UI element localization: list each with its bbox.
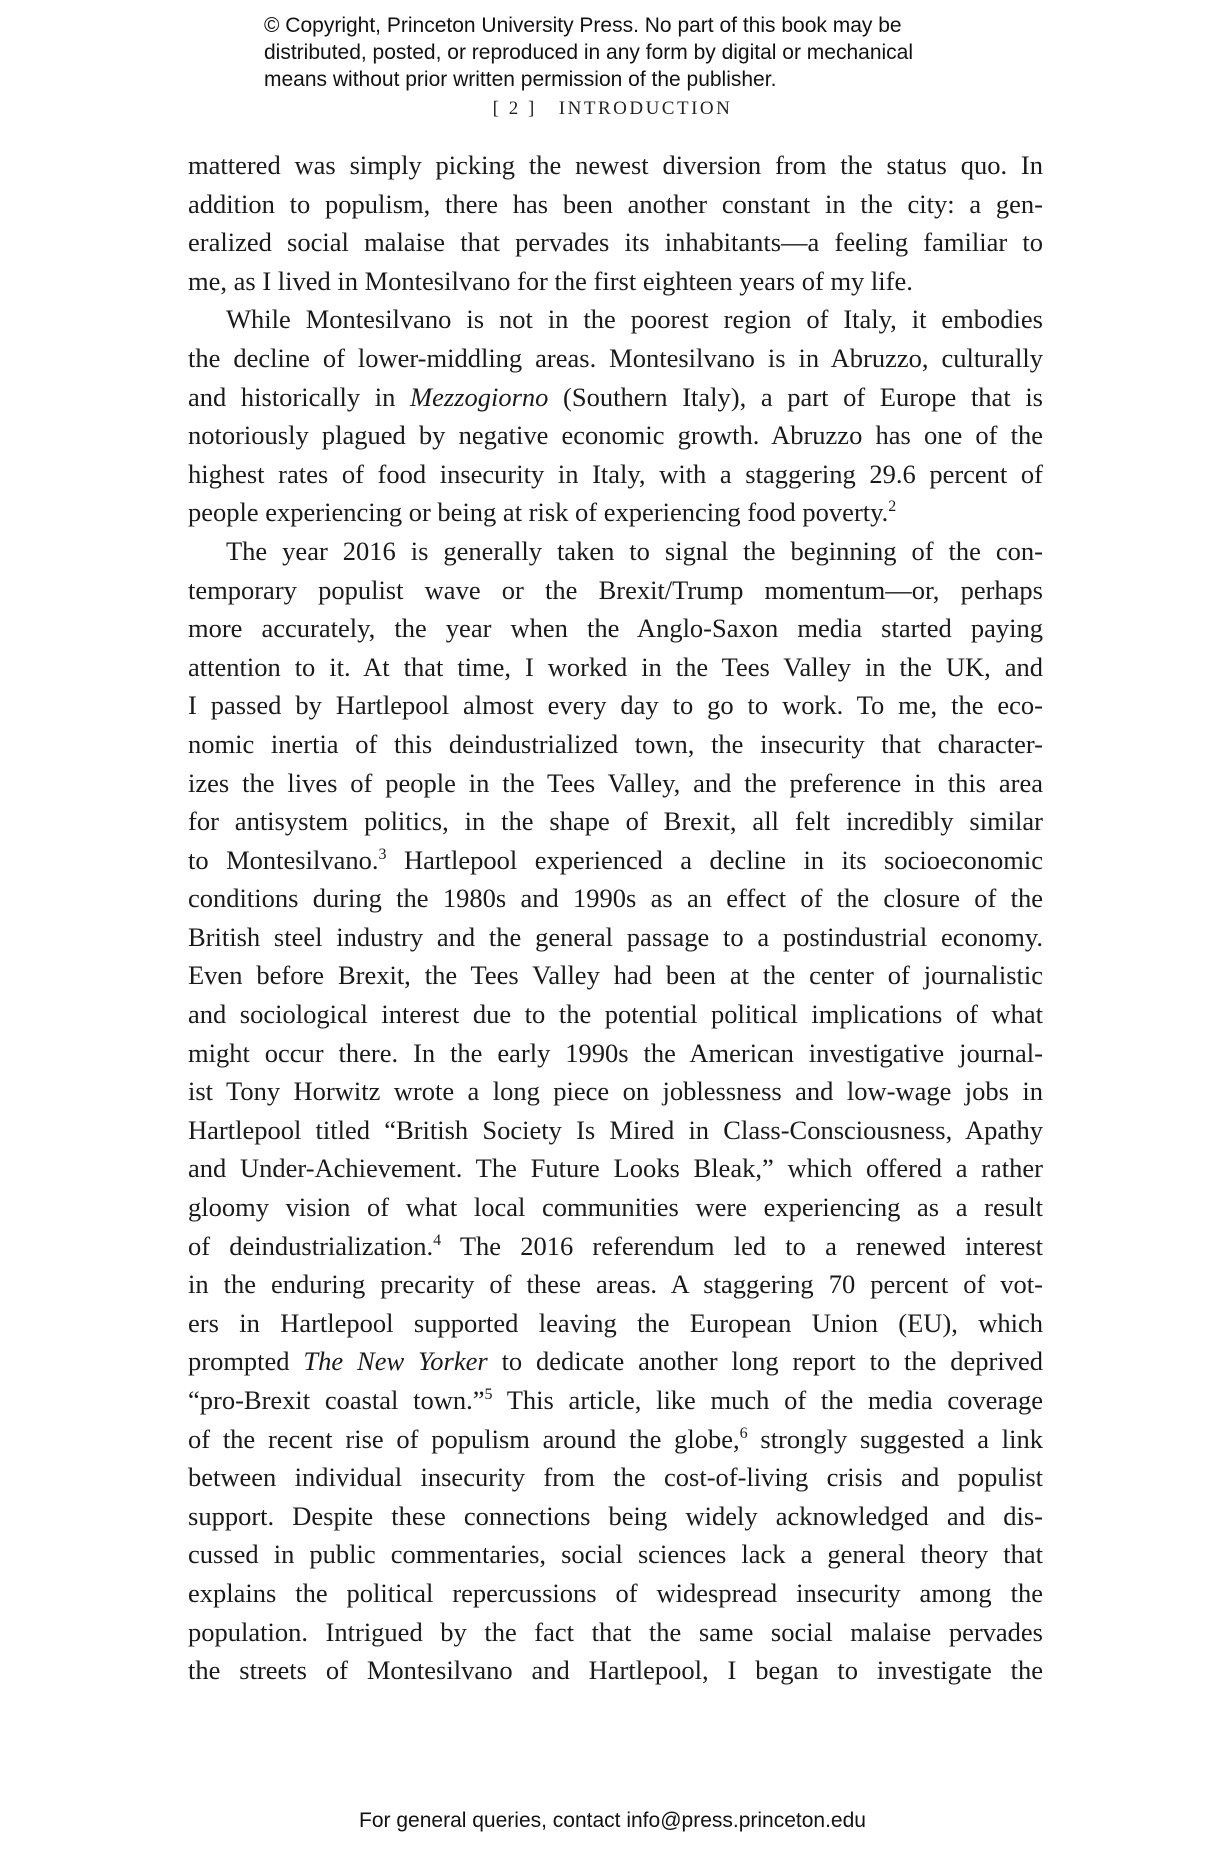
text-line: the streets of Montesilvano and Hartlepool, I began to investigate the	[188, 1655, 1043, 1686]
text-line: me, as I lived in Montesilvano for the first eighteen years of my life.	[188, 265, 913, 296]
text-line	[188, 378, 1043, 417]
text-line: ers in Hartlepool supported leaving the European Union (EU), which	[188, 1307, 1043, 1338]
page-number: [ 2 ]	[492, 98, 537, 119]
body-text	[188, 146, 1043, 1690]
text-fragment: “pro-Brexit coastal town.”	[188, 1385, 485, 1415]
text-line: British steel industry and the general passage to a postindustrial economy.	[188, 921, 1043, 952]
footer-contact: For general queries, contact info@press.princeton.edu	[359, 1809, 866, 1832]
text-line: ist Tony Horwitz wrote a long piece on joblessness and low-wage jobs in	[188, 1076, 1043, 1107]
text-line: explains the political repercussions of widespread insecurity among the	[188, 1577, 1043, 1608]
text-line: cussed in public commentaries, social sciences lack a general theory that	[188, 1539, 1043, 1570]
text-line: highest rates of food insecurity in Italy, with a staggering 29.6 percent of	[188, 458, 1043, 489]
text-line: attention to it. At that time, I worked in the Tees Valley in the UK, and	[188, 651, 1043, 682]
text-line: addition to populism, there has been another constant in the city: a gen-	[188, 188, 1043, 219]
text-line: The year 2016 is generally taken to signal the beginning of the con-	[226, 535, 1043, 566]
text-fragment: of the recent rise of populism around the globe,	[188, 1423, 740, 1454]
text-fragment: Hartlepool experienced a decline in its socioeconomic	[403, 844, 1043, 875]
text-fragment: of deindustrialization.	[188, 1230, 434, 1261]
text-fragment: prompted	[188, 1346, 290, 1377]
text-fragment: (Southern Italy), a part of Europe that is	[563, 381, 1043, 412]
text-line: I passed by Hartlepool almost every day to go to work. To me, the eco-	[188, 690, 1043, 721]
text-line: conditions during the 1980s and 1990s as an effect of the closure of the	[188, 883, 1043, 914]
text-line: Hartlepool titled “British Society Is Mired in Class-Consciousness, Apathy	[188, 1114, 1043, 1145]
text-line: eralized social malaise that pervades its inhabitants—a feeling familiar to	[188, 227, 1043, 258]
text-line: temporary populist wave or the Brexit/Trump momentum—or, perhaps	[188, 574, 1043, 605]
footnote-ref[interactable]: 5	[484, 1386, 493, 1403]
text-fragment: This article, like much of the media coverage	[506, 1385, 1044, 1415]
text-fragment: The 2016 referendum led to a renewed interest	[459, 1230, 1043, 1261]
text-line: nomic inertia of this deindustrialized town, the insecurity that character-	[188, 728, 1043, 759]
footnote-ref[interactable]: 2	[888, 498, 897, 516]
footnote-ref[interactable]: 3	[378, 845, 387, 863]
copyright-line: distributed, posted, or reproduced in any form by digital or mechanical	[264, 41, 914, 64]
text-line: between individual insecurity from the cost-of-living crisis and populist	[188, 1462, 1043, 1493]
text-line	[188, 1381, 1043, 1420]
text-fragment: to dedicate another long report to the deprived	[501, 1346, 1043, 1377]
text-line: izes the lives of people in the Tees Valley, and the preference in this area	[188, 767, 1043, 798]
text-line: might occur there. In the early 1990s the American investigative journal-	[188, 1037, 1043, 1068]
text-line: population. Intrigued by the fact that the same social malaise pervades	[188, 1616, 1043, 1647]
text-line: gloomy vision of what local communities were experiencing as a result	[188, 1192, 1043, 1223]
text-fragment: strongly suggested a link	[760, 1423, 1043, 1454]
text-line: in the enduring precarity of these areas. A staggering 70 percent of vot-	[188, 1269, 1043, 1300]
text-line	[188, 1227, 1043, 1266]
text-line: the decline of lower-middling areas. Montesilvano is in Abruzzo, culturally	[188, 342, 1043, 373]
italic-term: The New Yorker	[303, 1346, 488, 1377]
text-line: support. Despite these connections being widely acknowledged and dis-	[188, 1500, 1043, 1531]
text-line: and Under-Achievement. The Future Looks Bleak,” which offered a rather	[188, 1153, 1043, 1184]
text-fragment: and historically in	[188, 381, 396, 412]
text-line: Even before Brexit, the Tees Valley had been at the center of journalistic	[188, 960, 1043, 991]
text-fragment: people experiencing or being at risk of experiencing food poverty.	[188, 497, 889, 528]
text-line: notoriously plagued by negative economic growth. Abruzzo has one of the	[188, 420, 1043, 451]
text-line: and sociological interest due to the potential political implications of what	[188, 999, 1043, 1030]
text-line: mattered was simply picking the newest diversion from the status quo. In	[188, 150, 1043, 180]
text-line	[188, 1420, 1043, 1459]
text-line	[188, 493, 1043, 532]
text-line	[188, 1342, 1043, 1381]
copyright-line: © Copyright, Princeton University Press. No part of this book may be	[264, 14, 902, 37]
section-title: INTRODUCTION	[558, 98, 733, 119]
text-line: While Montesilvano is not in the poorest region of Italy, it embodies	[226, 304, 1043, 335]
text-fragment: to Montesilvano.	[188, 844, 379, 875]
text-line: for antisystem politics, in the shape of Brexit, all felt incredibly similar	[188, 806, 1043, 837]
text-line: more accurately, the year when the Anglo-Saxon media started paying	[188, 613, 1043, 644]
footnote-ref[interactable]: 6	[739, 1424, 748, 1442]
footnote-ref[interactable]: 4	[433, 1231, 442, 1249]
italic-term: Mezzogiorno	[410, 381, 549, 412]
copyright-line: means without prior written permission of the publisher.	[264, 68, 777, 91]
text-line	[188, 841, 1043, 880]
running-head	[0, 98, 1225, 120]
copyright-notice	[264, 12, 984, 93]
